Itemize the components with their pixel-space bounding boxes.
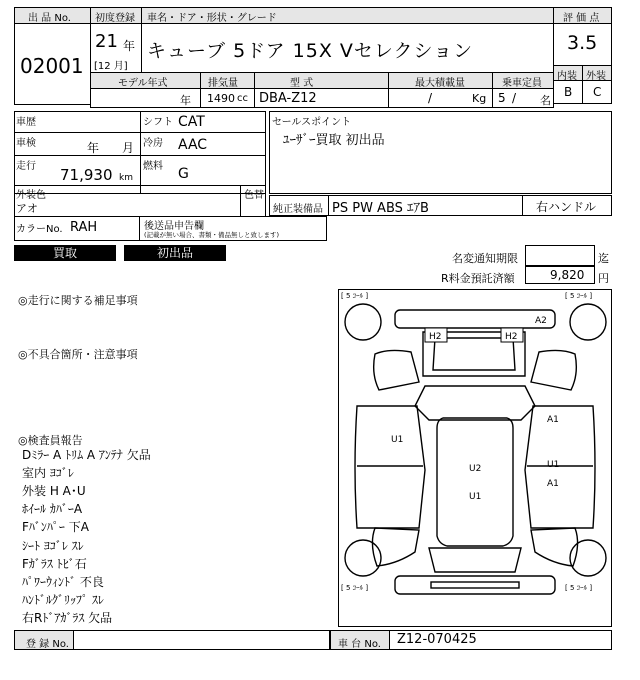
color-no-label: カラーNo. (16, 224, 63, 235)
report-line: ｼｰﾄ ﾖｺﾞﾚ ｽﾚ (22, 539, 84, 553)
first-listing-badge: 初出品 (124, 245, 226, 261)
report-line: ﾊﾟﾜｰｳｨﾝﾄﾞ 不良 (22, 575, 104, 589)
capacity-slash: / (512, 91, 517, 105)
model-year-unit: 年 (180, 94, 191, 107)
fuel-label: 燃料 (143, 161, 163, 172)
reg-no-label: 登 録 No. (26, 639, 69, 650)
supplement-title: ◎走行に関する補足事項 (18, 294, 138, 307)
chassis-label: 車 台 No. (338, 639, 381, 650)
fuel: G (178, 166, 189, 182)
inspector-title: ◎検査員報告 (18, 434, 83, 447)
ext-color-label: 外装色 (16, 190, 46, 201)
mark-right-a1-top: A1 (547, 415, 559, 425)
rear-glass (433, 338, 515, 370)
first-reg-month: [12 月] (94, 61, 128, 72)
rear-bumper (395, 310, 555, 328)
tire-bottom-left (345, 540, 381, 576)
mark-right-a1: A1 (547, 479, 559, 489)
equipment-divider-2 (522, 195, 523, 216)
mark-roof-u2: U2 (469, 464, 482, 474)
mark-rear-top: A2 (535, 316, 547, 326)
mileage-label: 走行 (16, 161, 36, 172)
displacement-unit: cc (237, 93, 248, 104)
equipment: PS PW ABS ｴｱB (332, 201, 429, 216)
deadline-unit: 迄 (598, 252, 609, 265)
details-row-1 (14, 132, 266, 133)
tire-label: [ 5 ｺｰﾙ ] (565, 584, 593, 592)
windshield (429, 548, 521, 572)
ext-color: アオ (16, 202, 38, 215)
interior-grade: B (564, 85, 573, 99)
exterior-grade: C (593, 85, 602, 99)
interior-label: 内装 (557, 71, 577, 82)
tire-label: [ 5 ｺｰﾙ ] (341, 292, 369, 300)
handle: 右ハンドル (536, 200, 597, 214)
max-load-slash: / (428, 91, 433, 105)
equipment-label: 純正装備品 (273, 204, 323, 215)
mileage: 71,930 (60, 166, 113, 184)
tire-top-left (345, 304, 381, 340)
lot-number: 02001 (20, 54, 84, 78)
displacement: 1490 (207, 92, 235, 105)
mark-h2-left: H2 (429, 332, 442, 342)
report-line: 右Rﾄﾞｱｶﾞﾗｽ 欠品 (22, 611, 113, 625)
defects-title: ◎不具合箇所・注意事項 (18, 348, 138, 361)
exterior-label: 外装 (586, 71, 606, 82)
inspection-label: 車検 (16, 138, 36, 149)
right-side (525, 406, 595, 528)
tire-label: [ 5 ｺｰﾙ ] (341, 584, 369, 592)
deadline-field (525, 245, 595, 266)
details-row-2 (14, 155, 266, 156)
report-line: Fｶﾞﾗｽ ﾄﾋﾞ石 (22, 557, 87, 571)
ext-color-cell (14, 185, 266, 217)
color-no: RAH (70, 220, 98, 235)
specs-divider-3 (388, 72, 389, 108)
left-side (355, 406, 425, 528)
deadline-label: 名変通知期限 (452, 252, 518, 265)
delivery-label: 後送品申告欄 (144, 221, 204, 232)
repaint-divider (240, 185, 241, 217)
capacity: 5 (498, 91, 506, 105)
tire-label: [ 5 ｺｰﾙ ] (565, 292, 593, 300)
grille (431, 582, 519, 588)
title-divider (141, 23, 142, 73)
recycle-amount: 9,820 (550, 268, 585, 282)
front-bumper (395, 576, 555, 594)
history-label: 車歴 (16, 117, 36, 128)
ac-label: 冷房 (143, 138, 163, 149)
car-diagram (338, 289, 612, 627)
repaint-label: 色替 (244, 190, 264, 201)
specs-divider-4 (492, 72, 493, 108)
shift-label: シフト (143, 117, 173, 128)
capacity-unit: 名 (540, 94, 551, 107)
sales-point-label: セールスポイント (272, 117, 352, 128)
first-reg-year-unit: 年 (123, 39, 136, 53)
report-line: 外装 H A･U (22, 484, 86, 498)
recycle-unit: 円 (598, 272, 609, 285)
front-fender-left (372, 528, 419, 566)
report-line: Fﾊﾞﾝﾊﾟｰ 下A (22, 520, 89, 534)
roof (437, 418, 513, 546)
equipment-divider-1 (328, 195, 329, 216)
mark-roof-u1: U1 (469, 492, 482, 502)
tire-top-right (570, 304, 606, 340)
first-reg-label: 初度登録 (95, 13, 135, 24)
report-line: Dﾐﾗｰ A ﾄﾘﾑ A ｱﾝﾃﾅ 欠品 (22, 448, 151, 462)
mark-left-side: U1 (391, 435, 404, 445)
recycle-label: R料金預託済額 (441, 272, 515, 285)
rear-right-quarter (531, 350, 576, 390)
model-type: DBA-Z12 (259, 91, 317, 106)
shift: CAT (178, 114, 205, 130)
inspection-year: 年 (87, 141, 100, 155)
specs-divider-1 (200, 72, 201, 108)
model-year-label: モデル年式 (118, 78, 168, 89)
score-value: 3.5 (567, 32, 598, 54)
roof-frame (415, 386, 535, 420)
details-divider (140, 111, 141, 194)
max-load-label: 最大積載量 (415, 78, 465, 89)
lot-label: 出 品 No. (28, 13, 71, 24)
rear-left-quarter (374, 350, 419, 390)
max-load-unit: Kg (472, 92, 487, 105)
sales-point: ﾕｰｻﾞｰ買取 初出品 (283, 133, 385, 148)
first-reg-year: 21 (95, 31, 118, 52)
report-line: ﾎｲｰﾙ ｶﾊﾞｰA (22, 502, 83, 516)
type-label: 型 式 (290, 78, 314, 89)
score-label: 評 価 点 (563, 13, 600, 24)
specs-divider-2 (254, 72, 255, 108)
mark-right-u1: U1 (547, 460, 560, 470)
displacement-label: 排気量 (208, 78, 238, 89)
mileage-unit: km (119, 173, 133, 183)
inspection-month: 月 (122, 141, 135, 155)
report-line: 室内 ﾖｺﾞﾚ (22, 466, 74, 480)
mark-h2-right: H2 (505, 332, 518, 342)
delivery-note: (記載が無い場合、書類・備品無しと致します) (144, 231, 280, 239)
car-name: キューブ 5ドア 15X Vセレクション (147, 40, 474, 62)
buy-badge: 買取 (14, 245, 116, 261)
capacity-label: 乗車定員 (502, 78, 542, 89)
report-line: ﾊﾝﾄﾞﾙｸﾞﾘｯﾌﾟ ｽﾚ (22, 593, 104, 607)
ac: AAC (178, 137, 208, 153)
name-label: 車名・ドア・形状・グレード (147, 13, 277, 24)
chassis-number: Z12-070425 (397, 632, 477, 647)
